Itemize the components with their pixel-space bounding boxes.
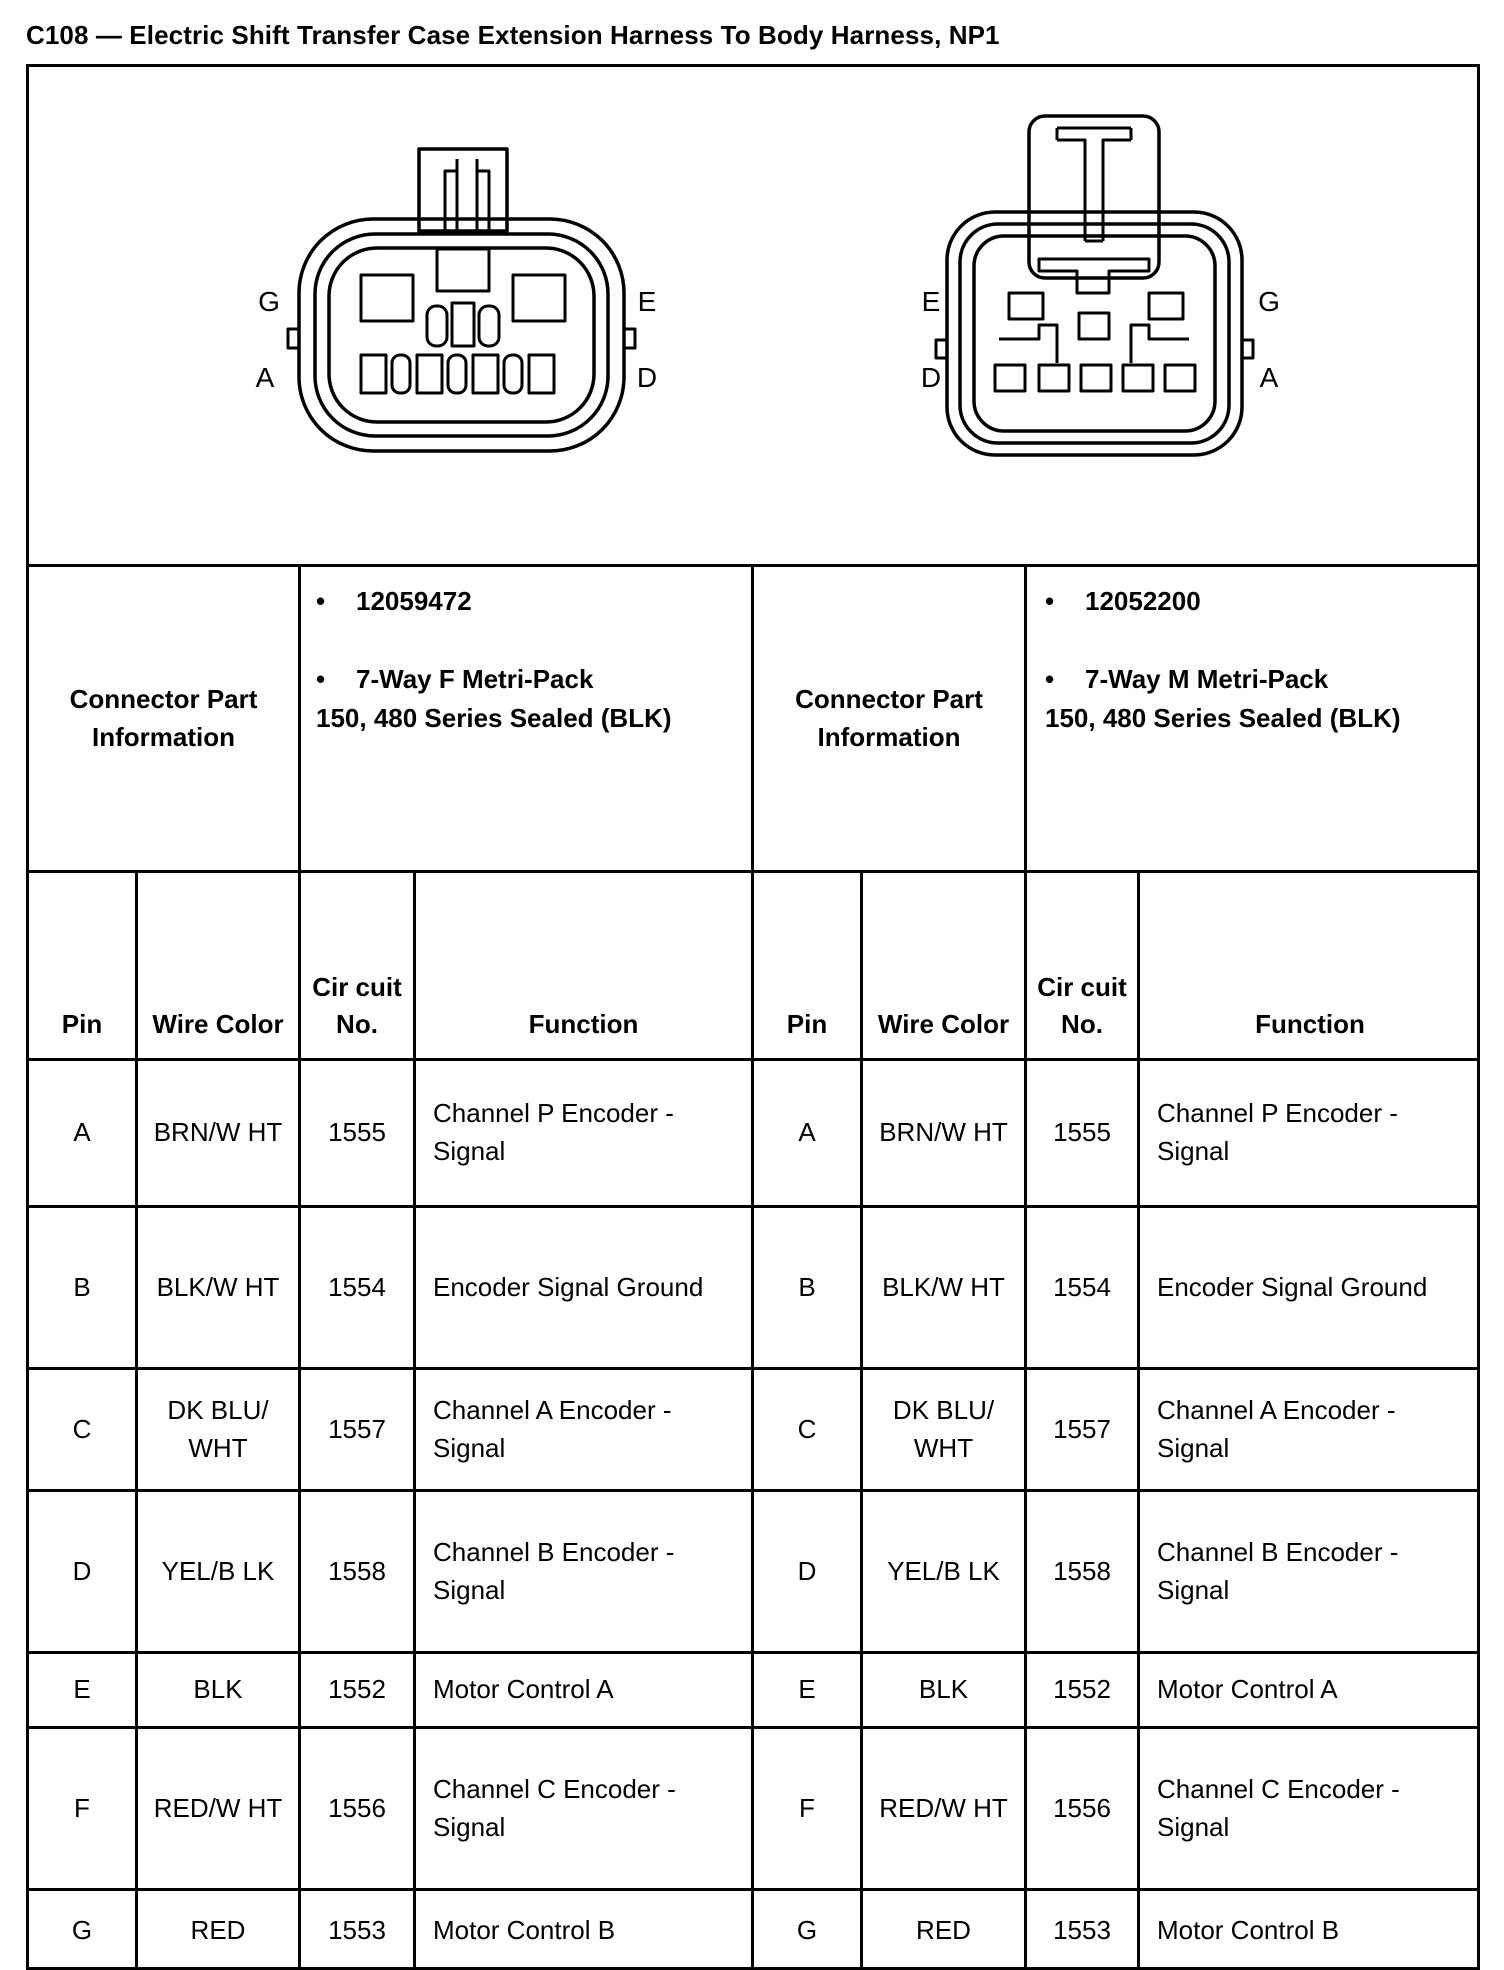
function-cell: Channel C Encoder - Signal: [433, 1773, 676, 1842]
wire-color-cell: BRN/W HT: [153, 1117, 283, 1148]
circuit-number-cell: 1553: [1053, 1914, 1111, 1945]
connector-part-details: [1045, 582, 1475, 738]
circuit-number-cell: 1552: [1053, 1674, 1111, 1705]
pin-cell: G: [71, 1914, 93, 1945]
connector-diagrams: [29, 67, 1477, 565]
connector-part-details: [316, 582, 746, 738]
column-header-circuit-no: Cir cuit No.: [1037, 971, 1127, 1040]
pin-label-d: D: [920, 362, 942, 393]
wire-color-cell: RED: [916, 1914, 971, 1945]
pin-cell: D: [72, 1555, 92, 1586]
circuit-number-cell: 1558: [328, 1555, 386, 1586]
pin-cell: E: [798, 1674, 816, 1705]
pin-cell: A: [798, 1117, 816, 1148]
pin-cell: A: [73, 1117, 91, 1148]
wire-color-cell: YEL/B LK: [887, 1555, 1000, 1586]
column-header-circuit-no: Cir cuit No.: [312, 971, 402, 1040]
circuit-number-cell: 1552: [328, 1674, 386, 1705]
bullet: •: [1045, 664, 1055, 694]
part-number: 12059472: [356, 586, 472, 616]
wire-color-cell: BLK/W HT: [882, 1271, 1005, 1302]
circuit-number-cell: 1556: [1053, 1792, 1111, 1823]
wire-color-cell: DK BLU/ WHT: [892, 1394, 995, 1463]
male-connector-face-view: [936, 116, 1253, 455]
bullet: •: [316, 586, 326, 616]
column-header-pin: Pin: [786, 1009, 828, 1040]
function-cell: Channel C Encoder - Signal: [1157, 1773, 1400, 1842]
pin-label-e: E: [921, 286, 941, 317]
function-cell: Motor Control B: [433, 1914, 616, 1945]
function-cell: Channel A Encoder - Signal: [433, 1394, 672, 1463]
pin-cell: B: [798, 1271, 816, 1302]
pin-label-g: G: [1258, 286, 1280, 317]
female-connector-face-view: [288, 149, 635, 451]
pin-label-g: G: [258, 286, 280, 317]
page-title: C108 — Electric Shift Transfer Case Extension Harness To Body Harness, NP1: [26, 20, 1000, 50]
circuit-number-cell: 1556: [328, 1792, 386, 1823]
pin-cell: D: [797, 1555, 817, 1586]
pin-cell: C: [797, 1413, 817, 1444]
function-cell: Encoder Signal Ground: [1157, 1271, 1428, 1302]
column-header-wire-color: Wire Color: [877, 1009, 1010, 1040]
wire-color-cell: RED: [190, 1914, 246, 1945]
pin-cell: F: [74, 1792, 90, 1823]
pin-cell: G: [796, 1914, 818, 1945]
circuit-number-cell: 1557: [328, 1413, 386, 1444]
wire-color-cell: RED/W HT: [879, 1792, 1008, 1823]
column-header-function: Function: [1255, 1009, 1365, 1040]
circuit-number-cell: 1558: [1053, 1555, 1111, 1586]
function-cell: Channel B Encoder - Signal: [1157, 1536, 1399, 1605]
wire-color-cell: RED/W HT: [153, 1792, 283, 1823]
column-header-pin: Pin: [61, 1009, 103, 1040]
pin-cell: B: [73, 1271, 91, 1302]
wire-color-cell: BRN/W HT: [879, 1117, 1008, 1148]
pin-label-e: E: [637, 286, 657, 317]
circuit-number-cell: 1554: [328, 1271, 386, 1302]
pin-cell: C: [72, 1413, 92, 1444]
connector-description: 7-Way M Metri-Pack: [1085, 664, 1329, 694]
circuit-number-cell: 1554: [1053, 1271, 1111, 1302]
circuit-number-cell: 1555: [328, 1117, 386, 1148]
circuit-number-cell: 1553: [328, 1914, 386, 1945]
pin-label-a: A: [255, 362, 275, 393]
wire-color-cell: BLK/W HT: [156, 1271, 280, 1302]
connector-table: [26, 64, 1480, 1970]
bullet: •: [1045, 586, 1055, 616]
function-cell: Motor Control A: [433, 1674, 614, 1705]
pin-label-d: D: [636, 362, 658, 393]
part-number: 12052200: [1085, 586, 1201, 616]
connector-part-info-label: Connector Part Information: [69, 683, 258, 752]
function-cell: Channel P Encoder - Signal: [433, 1098, 674, 1166]
connector-series: 150, 480 Series Sealed (BLK): [316, 703, 672, 733]
wire-color-cell: DK BLU/ WHT: [167, 1394, 269, 1463]
connector-part-info-label: Connector Part Information: [795, 683, 983, 752]
wire-color-cell: BLK: [193, 1674, 243, 1705]
pin-label-a: A: [1259, 362, 1279, 393]
connector-description: 7-Way F Metri-Pack: [356, 664, 594, 694]
bullet: •: [316, 664, 326, 694]
column-header-wire-color: Wire Color: [152, 1009, 284, 1040]
function-cell: Encoder Signal Ground: [433, 1271, 704, 1302]
pin-cell: F: [799, 1792, 815, 1823]
column-header-function: Function: [528, 1009, 639, 1040]
function-cell: Channel A Encoder - Signal: [1157, 1394, 1396, 1463]
wire-color-cell: BLK: [918, 1674, 969, 1705]
connector-series: 150, 480 Series Sealed (BLK): [1045, 703, 1401, 733]
function-cell: Motor Control B: [1157, 1914, 1340, 1945]
circuit-number-cell: 1555: [1053, 1117, 1111, 1148]
function-cell: Motor Control A: [1157, 1674, 1338, 1705]
function-cell: Channel B Encoder - Signal: [433, 1536, 675, 1605]
wire-color-cell: YEL/B LK: [161, 1555, 275, 1586]
function-cell: Channel P Encoder - Signal: [1157, 1098, 1398, 1166]
pin-cell: E: [73, 1674, 91, 1705]
circuit-number-cell: 1557: [1053, 1413, 1111, 1444]
